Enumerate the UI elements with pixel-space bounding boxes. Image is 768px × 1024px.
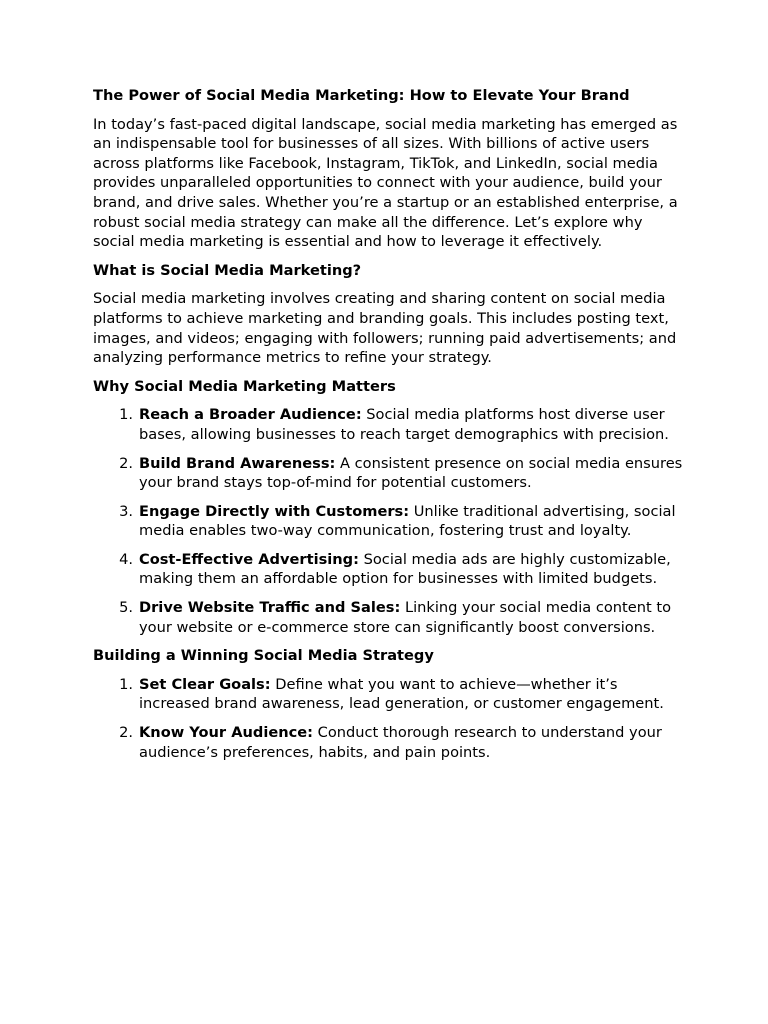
list-item-number: 1. [119, 675, 133, 693]
list-item-text: Conduct thorough research to understand your audience’s preferences, habits, and pain points. [139, 724, 662, 761]
list-item-text: A consistent presence on social media ensures your brand stays top-of-mind for potential customers. [139, 454, 683, 492]
list-item-term: Engage Directly with Customers: [139, 502, 410, 520]
list-item-number: 1. [119, 406, 133, 424]
list-item-text: Social media ads are highly customizable, making them an affordable option for businesses with limited budgets. [139, 550, 671, 588]
list-item-text: Define what you want to achieve—whether it’s increased brand awareness, lead generation, or customer engagement. [139, 675, 664, 713]
list-item-number: 5. [119, 599, 133, 617]
list-item-term: Reach a Broader Audience: [139, 406, 362, 424]
list-item-number: 2. [119, 724, 133, 742]
list-item [93, 454, 683, 493]
list-item-text: Unlike traditional advertising, social media enables two-way communication, fostering trust and loyalty. [139, 502, 676, 540]
list-item [93, 405, 683, 444]
list-item-number: 4. [119, 550, 133, 568]
list-item-term: Drive Website Traffic and Sales: [139, 599, 401, 617]
list-item-text: Linking your social media content to your website or e-commerce store can significantly boost conversions. [139, 599, 672, 636]
list-item-term: Set Clear Goals: [139, 675, 271, 693]
section-heading-what-is: What is Social Media Marketing? [93, 261, 362, 279]
list-item-text: Social media platforms host diverse user bases, allowing businesses to reach target demographics with precision. [139, 406, 669, 443]
section-heading-strategy: Building a Winning Social Media Strategy [93, 647, 434, 665]
section-body-what-is: Social media marketing involves creating and sharing content on social media platforms to achieve marketing and branding goals. This includes posting text, images, and videos; engaging with followers; running paid advertisements; and analyzing performance metrics to refine your strategy. [93, 290, 677, 367]
section-heading-why-matters: Why Social Media Marketing Matters [93, 377, 396, 395]
list-item-term: Build Brand Awareness: [139, 454, 336, 472]
list-item [93, 502, 683, 541]
strategy-list [93, 675, 683, 762]
list-item-term: Cost-Effective Advertising: [139, 550, 359, 568]
list-item [93, 550, 683, 589]
intro-paragraph: In today’s fast-paced digital landscape, social media marketing has emerged as an indispensable tool for businesses of all sizes. With billions of active users across platforms like Facebook, Instagram, TikTok, and LinkedIn, social media provides unparalleled opportunities to connect with your audience, build your brand, and drive sales. Whether you’re a startup or an established enterprise, a robust social media strategy can make all the difference. Let’s explore why social media marketing is essential and how to leverage it effectively. [93, 115, 678, 251]
list-item [93, 675, 683, 714]
why-matters-list [93, 405, 683, 637]
list-item [93, 723, 683, 762]
list-item [93, 598, 683, 637]
document-title: The Power of Social Media Marketing: How to Elevate Your Brand [93, 87, 630, 104]
list-item-number: 3. [119, 502, 133, 520]
list-item-number: 2. [119, 454, 133, 472]
document-body [93, 86, 683, 771]
list-item-term: Know Your Audience: [139, 724, 314, 742]
